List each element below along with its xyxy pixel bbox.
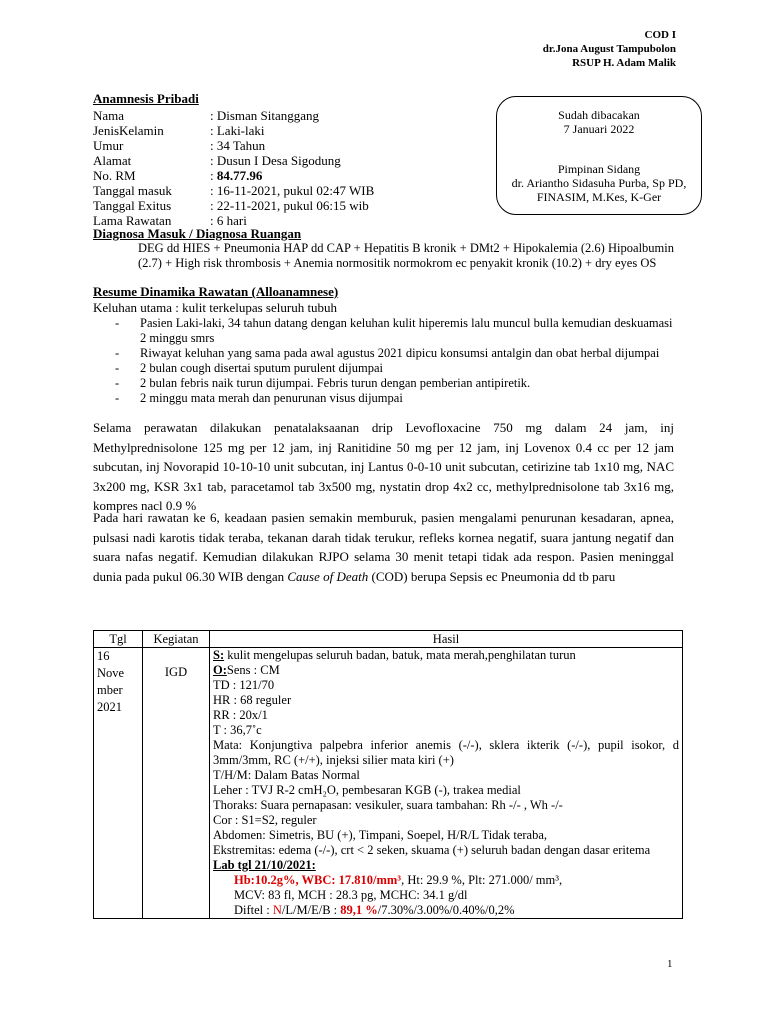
anamnesis-title: Anamnesis Pribadi: [93, 91, 199, 106]
col-header-tgl: Tgl: [94, 631, 143, 648]
diagnosa-title: Diagnosa Masuk / Diagnosa Ruangan: [93, 226, 302, 241]
page-number: 1: [667, 958, 673, 970]
list-item: - 2 bulan cough disertai sputum purulent dijumpai: [113, 361, 673, 376]
identity-row: JenisKelamin : Laki-laki: [93, 123, 265, 138]
exam-mata: Mata: Konjungtiva palpebra inferior anemis (-/-), sklera ikterik (-/-), pupil isokor, d 3mm/3mm, RC (+/+), injeksi silier mata kiri (+): [213, 738, 679, 767]
cell-kegiatan: IGD: [143, 648, 210, 919]
clinical-table: [93, 630, 683, 919]
identity-row: Tanggal Exitus : 22-11-2021, pukul 06:15 wib: [93, 198, 369, 213]
outcome-paragraph: Pada hari rawatan ke 6, keadaan pasien semakin memburuk, pasien mengalami penurunan kesadaran, apnea, pulsasi nadi karotis tidak teraba, tekanan darah tidak terukur, refleks kornea negatif, suara jantung negatif dan suara nafas negatif. Kemudian dilakukan RJPO selama 30 menit tetapi tidak ada respon. Pasien meninggal dunia pada pukul 06.30 WIB dengan Cause of Death (COD) berupa Sepsis ec Pneumonia dd tb paru: [93, 510, 674, 584]
list-item: - 2 bulan febris naik turun dijumpai. Febris turun dengan pemberian antipiretik.: [113, 376, 673, 391]
vital-t: T : 36,7˚c: [213, 723, 262, 737]
list-item: - Riwayat keluhan yang sama pada awal agustus 2021 dipicu konsumsi antalgin dan obat herbal dijumpai: [113, 346, 673, 361]
cell-tgl: 16 Nove mber 2021: [94, 648, 143, 919]
identity-row: Alamat : Dusun I Desa Sigodung: [93, 153, 341, 168]
diagnosa-text: DEG dd HIES + Pneumonia HAP dd CAP + Hepatitis B kronik + DMt2 + Hipokalemia (2.6) Hipoalbumin (2.7) + High risk thrombosis + Anemia normositik normokrom ec penyakit kronik (10.2) + dry eyes OS: [138, 241, 674, 270]
list-item: - Pasien Laki-laki, 34 tahun datang dengan keluhan kulit hiperemis lalu muncul bulla kemudian deskuamasi 2 minggu smrs: [113, 316, 673, 346]
box-chair: Pimpinan Sidang: [557, 162, 641, 176]
exam-line: Abdomen: Simetris, BU (+), Timpani, Soepel, H/R/L Tidak teraba,: [213, 828, 548, 842]
identity-row: Umur : 34 Tahun: [93, 138, 266, 153]
table-row: [94, 648, 683, 919]
table-header-row: [94, 631, 683, 648]
lab-line-2: MCV: 83 fl, MCH : 28.3 pg, MCHC: 34.1 g/dl: [234, 888, 468, 902]
box-read: Sudah dibacakan: [558, 108, 640, 122]
box-name2: FINASIM, M.Kes, K-Ger: [536, 190, 662, 204]
resume-title: Resume Dinamika Rawatan (Alloanamnese): [93, 284, 339, 299]
col-header-hasil: Hasil: [210, 631, 683, 648]
exam-line: Leher : TVJ R-2 cmH₂O, pembesaran KGB (-), trakea medial: [213, 783, 521, 797]
identity-row: Lama Rawatan : 6 hari: [93, 213, 247, 228]
col-header-kegiatan: Kegiatan: [143, 631, 210, 648]
header-hospital: RSUP H. Adam Malik: [572, 57, 676, 69]
document-header: [543, 28, 676, 70]
history-list: [113, 316, 673, 406]
header-code: COD I: [644, 29, 676, 41]
identity-table: [93, 108, 374, 228]
keluhan-utama: Keluhan utama : kulit terkelupas seluruh tubuh: [93, 300, 338, 315]
exam-line: Thoraks: Suara pernapasan: vesikuler, suara tambahan: Rh -/- , Wh -/-: [213, 798, 563, 812]
vital-hr: HR : 68 reguler: [213, 693, 292, 707]
vital-td: TD : 121/70: [213, 678, 275, 692]
list-item: - 2 minggu mata merah dan penurunan visus dijumpai: [113, 391, 673, 406]
vital-rr: RR : 20x/1: [213, 708, 268, 722]
cell-hasil: [210, 648, 683, 919]
identity-row: Tanggal masuk : 16-11-2021, pukul 02:47 WIB: [93, 183, 375, 198]
exam-ekstremitas: Ekstremitas: edema (-/-), crt < 2 seken, skuama (+) seluruh badan dengan dasar eritema: [213, 843, 651, 857]
identity-row: Nama : Disman Sitanggang: [93, 108, 320, 123]
identity-row: No. RM : 84.77.96: [93, 168, 263, 183]
exam-line: T/H/M: Dalam Batas Normal: [213, 768, 360, 782]
lab-line-3: Diftel : N/L/M/E/B : 89,1 %/7.30%/3.00%/0.40%/0,2%: [234, 903, 515, 917]
box-name1: dr. Ariantho Sidasuha Purba, Sp PD,: [511, 176, 687, 190]
approval-box: [496, 96, 702, 215]
lab-line-1: Hb:10.2g%, WBC: 17.810/mm³, Ht: 29.9 %, Plt: 271.000/ mm³,: [234, 873, 563, 887]
lab-title: Lab tgl 21/10/2021:: [213, 858, 316, 872]
header-doctor: dr.Jona August Tampubolon: [542, 43, 676, 55]
box-date: 7 Januari 2022: [563, 122, 635, 136]
subjective-line: S: kulit mengelupas seluruh badan, batuk, mata merah,penghilatan turun: [213, 648, 576, 662]
objective-line: O:Sens : CM: [213, 663, 280, 677]
exam-line: Cor : S1=S2, reguler: [213, 813, 317, 827]
treatment-paragraph: Selama perawatan dilakukan penatalaksaanan drip Levofloxacine 750 mg dalam 24 jam, inj Methylprednisolone 125 mg per 12 jam, inj Ranitidine 50 mg per 12 jam, inj Lovenox 0.4 cc per 12 jam subcutan, inj Novorapid 10-10-10 unit subcutan, inj Lantus 0-0-10 unit subcutan, cetirizine tab 1x10 mg, NAC 3x200 mg, KSR 3x1 tab, paracetamol tab 3x500 mg, nystatin drop 4x2 cc, methylprednisolone tab 3x16 mg, kompres nacl 0.9 %: [93, 420, 674, 513]
